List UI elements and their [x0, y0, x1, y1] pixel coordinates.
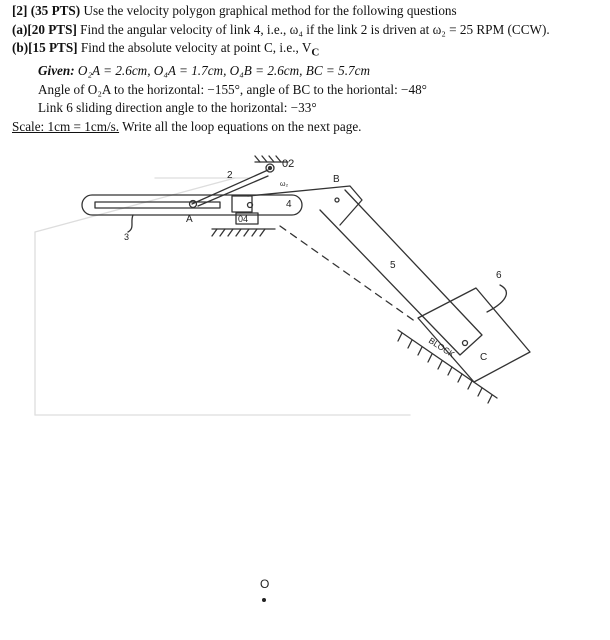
pivot-o2-inner — [269, 167, 272, 170]
link-4-arm — [248, 186, 362, 225]
block-6 — [418, 288, 530, 382]
part-b-text: Find the absolute velocity at point C, i.e., V — [80, 40, 312, 55]
problem-header — [12, 2, 602, 21]
ground-hatch-o4 — [212, 229, 275, 236]
frame-line-diagonal — [35, 178, 235, 232]
label-3: 3 — [124, 232, 130, 242]
mechanism-figure — [0, 140, 610, 640]
part-a-tag: (a)[20 PTS] — [12, 21, 77, 37]
link-3-leader — [128, 215, 133, 232]
part-a-text: Find the angular velocity of link 4, i.e., ω₄ if the link 2 is driven at ω₂ = 25 RPM (CCW). — [80, 21, 550, 37]
label-4: 4 — [286, 199, 292, 210]
part-b — [12, 39, 602, 62]
link-2-edge — [198, 176, 268, 206]
given-values: O₂A = 2.6cm, O₄A = 1.7cm, O₄B = 2.6cm, BC = 5.7cm — [77, 63, 370, 79]
link-5 — [320, 190, 482, 355]
link-6-leader — [487, 285, 506, 312]
scale-instructions: Write all the loop equations on the next page. — [122, 118, 362, 134]
given-label: Given: — [38, 63, 75, 79]
label-02: 02 — [282, 158, 295, 170]
dashed-guide-line — [280, 226, 416, 322]
label-a: A — [186, 214, 193, 225]
label-c: C — [480, 352, 488, 363]
link-4-body — [232, 196, 252, 212]
problem-statement — [12, 2, 602, 136]
part-a — [12, 21, 602, 40]
given-line — [12, 62, 602, 81]
problem-instructions: Use the velocity polygon graphical method for the following questions — [83, 3, 457, 18]
scale-line — [12, 118, 602, 137]
origin-dot — [262, 598, 266, 602]
ground-hatch-block — [398, 330, 497, 403]
label-omega2: ω₂ — [280, 181, 289, 188]
problem-points: (35 PTS) — [30, 3, 81, 18]
pivot-c — [463, 341, 468, 346]
label-o: O — [260, 577, 270, 591]
angles-line: Angle of O₂A to the horizontal: −155°, angle of BC to the horiontal: −48° — [38, 81, 427, 97]
slide-line: Link 6 sliding direction angle to the horizontal: −33° — [38, 100, 317, 116]
label-5: 5 — [390, 260, 396, 271]
scale-label: Scale: 1cm = 1cm/s. — [12, 118, 120, 134]
part-b-tag: (b)[15 PTS] — [12, 40, 78, 55]
label-2: 2 — [227, 170, 233, 181]
link-3-body — [82, 195, 302, 215]
label-b: B — [333, 174, 340, 185]
part-b-subscript: C — [311, 46, 320, 59]
label-block: BLOCK — [426, 335, 457, 360]
label-04: 04 — [238, 214, 249, 224]
pivot-b — [335, 198, 339, 202]
label-6: 6 — [496, 270, 502, 281]
problem-number: [2] — [12, 3, 28, 18]
